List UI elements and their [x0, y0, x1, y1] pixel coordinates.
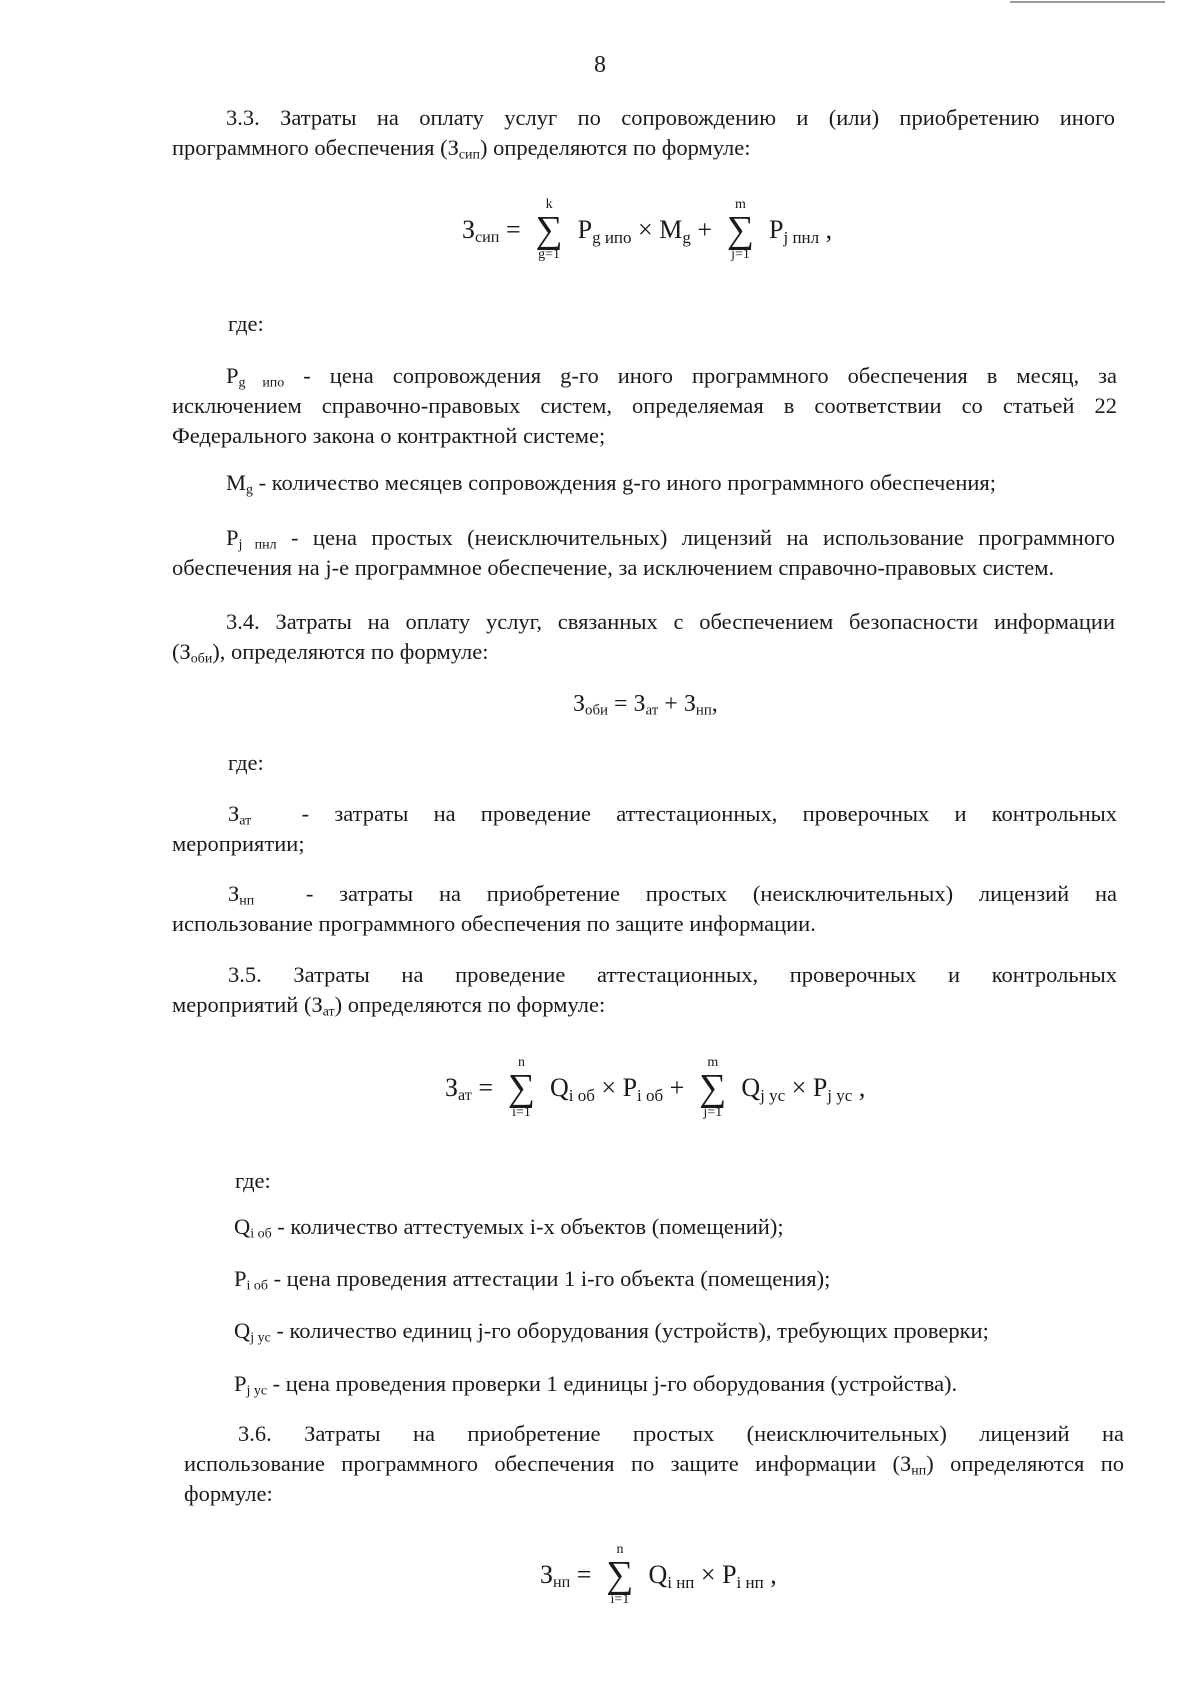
sum-operator: n ∑ i=1: [606, 1542, 634, 1607]
definition-z-np-line-2: использование программного обеспечения по защите информации.: [172, 911, 816, 936]
where-label-1: где:: [228, 311, 264, 336]
formula-z-obi: $З_{оби} = З_{ат} + З_{нп}$,: [573, 691, 718, 719]
section-3-3-line-2: программного обеспечения $(З_{сип})$ определяются по формуле:: [172, 135, 751, 163]
scan-artifact-line: [1010, 1, 1165, 3]
formula-z-sip: $З_{сип}$ = k ∑ g=1 $P_{g ипо} \times M_g$ + m ∑ j=1 $P_{j пнл}$ ,: [462, 197, 833, 262]
formula-z-np: $З_{нп}$ = n ∑ i=1 $Q_{i нп} \times P_{i нп}$ ,: [540, 1542, 777, 1607]
definition-p-g-ipo: [172, 361, 1117, 451]
definition-z-at-line-2: мероприятии;: [172, 831, 305, 856]
section-3-5-line-1: 3.5. Затраты на проведение аттестационных, проверочных и контрольных: [228, 962, 1117, 987]
definition-q-j-us: $Q_{j ус}$ - количество единиц j-го оборудования (устройств), требующих проверки;: [234, 1318, 989, 1346]
section-3-4-line-1: 3.4. Затраты на оплату услуг, связанных с обеспечением безопасности информации: [226, 609, 1115, 634]
definition-m-g: $M_g$ - количество месяцев сопровождения g-го иного программного обеспечения;: [226, 470, 997, 498]
definition-p-g-ipo-line-3: Федерального закона о контрактной системе;: [172, 423, 606, 448]
definition-q-i-ob: $Q_{i об}$ - количество аттестуемых i-х объектов (помещений);: [234, 1214, 784, 1242]
section-3-3-line-1: 3.3. Затраты на оплату услуг по сопровождению и (или) приобретению иного: [226, 105, 1115, 130]
where-label-2: где:: [228, 750, 264, 775]
section-3-4-line-2: $(З_{оби})$, определяются по формуле:: [172, 639, 489, 667]
section-3-6: [184, 1419, 1124, 1509]
definition-p-g-ipo-line-1: $P_{g ипо}$ - цена сопровождения g-го иного программного обеспечения в месяц, за: [226, 363, 1118, 391]
section-3-3: [172, 103, 1115, 163]
section-3-6-line-1: 3.6. Затраты на приобретение простых (неисключительных) лицензий на: [238, 1421, 1124, 1446]
sum-operator: n ∑ i=1: [507, 1055, 536, 1120]
section-3-4: [172, 607, 1115, 667]
definition-p-j-pnl-line-2: обеспечения на j-е программное обеспечение, за исключением справочно-правовых систем.: [172, 555, 1055, 580]
page-number: 8: [594, 52, 606, 78]
definition-z-at-line-1: $З_{ат}$ - затраты на проведение аттестационных, проверочных и контрольных: [228, 801, 1117, 829]
section-3-5-line-2: мероприятий $(З_{ат})$ определяются по формуле:: [172, 992, 606, 1020]
definition-p-j-pnl: [172, 523, 1115, 583]
definition-z-np: [172, 879, 1117, 939]
definition-z-at: [172, 799, 1117, 859]
section-3-6-line-3: формуле:: [184, 1481, 273, 1506]
definition-p-j-us: $P_{j ус}$ - цена проведения проверки 1 единицы j-го оборудования (устройства).: [234, 1371, 958, 1399]
definition-p-i-ob: $P_{i об}$ - цена проведения аттестации 1 i-го объекта (помещения);: [234, 1266, 831, 1294]
sum-operator: m ∑ j=1: [726, 197, 755, 262]
definition-p-j-pnl-line-1: $P_{j пнл}$ - цена простых (неисключительных) лицензий на использование программного: [226, 525, 1115, 553]
formula-z-at: $З_{ат}$ = n ∑ i=1 $Q_{i об} \times P_{i об}$ + m ∑ j=1 $Q_{j ус} \times P_{j ус}$ ,: [445, 1055, 866, 1120]
sum-operator: k ∑ g=1: [535, 197, 563, 262]
definition-p-g-ipo-line-2: исключением справочно-правовых систем, определяемая в соответствии со статьей 22: [172, 393, 1117, 418]
section-3-6-line-2: использование программного обеспечения по защите информации $(З_{нп})$ определяются по: [184, 1451, 1125, 1479]
sum-operator: m ∑ j=1: [699, 1055, 727, 1120]
where-label-3: где:: [235, 1168, 271, 1193]
definition-z-np-line-1: $З_{нп}$ - затраты на приобретение простых (неисключительных) лицензий на: [228, 881, 1118, 909]
section-3-5: [172, 960, 1117, 1020]
